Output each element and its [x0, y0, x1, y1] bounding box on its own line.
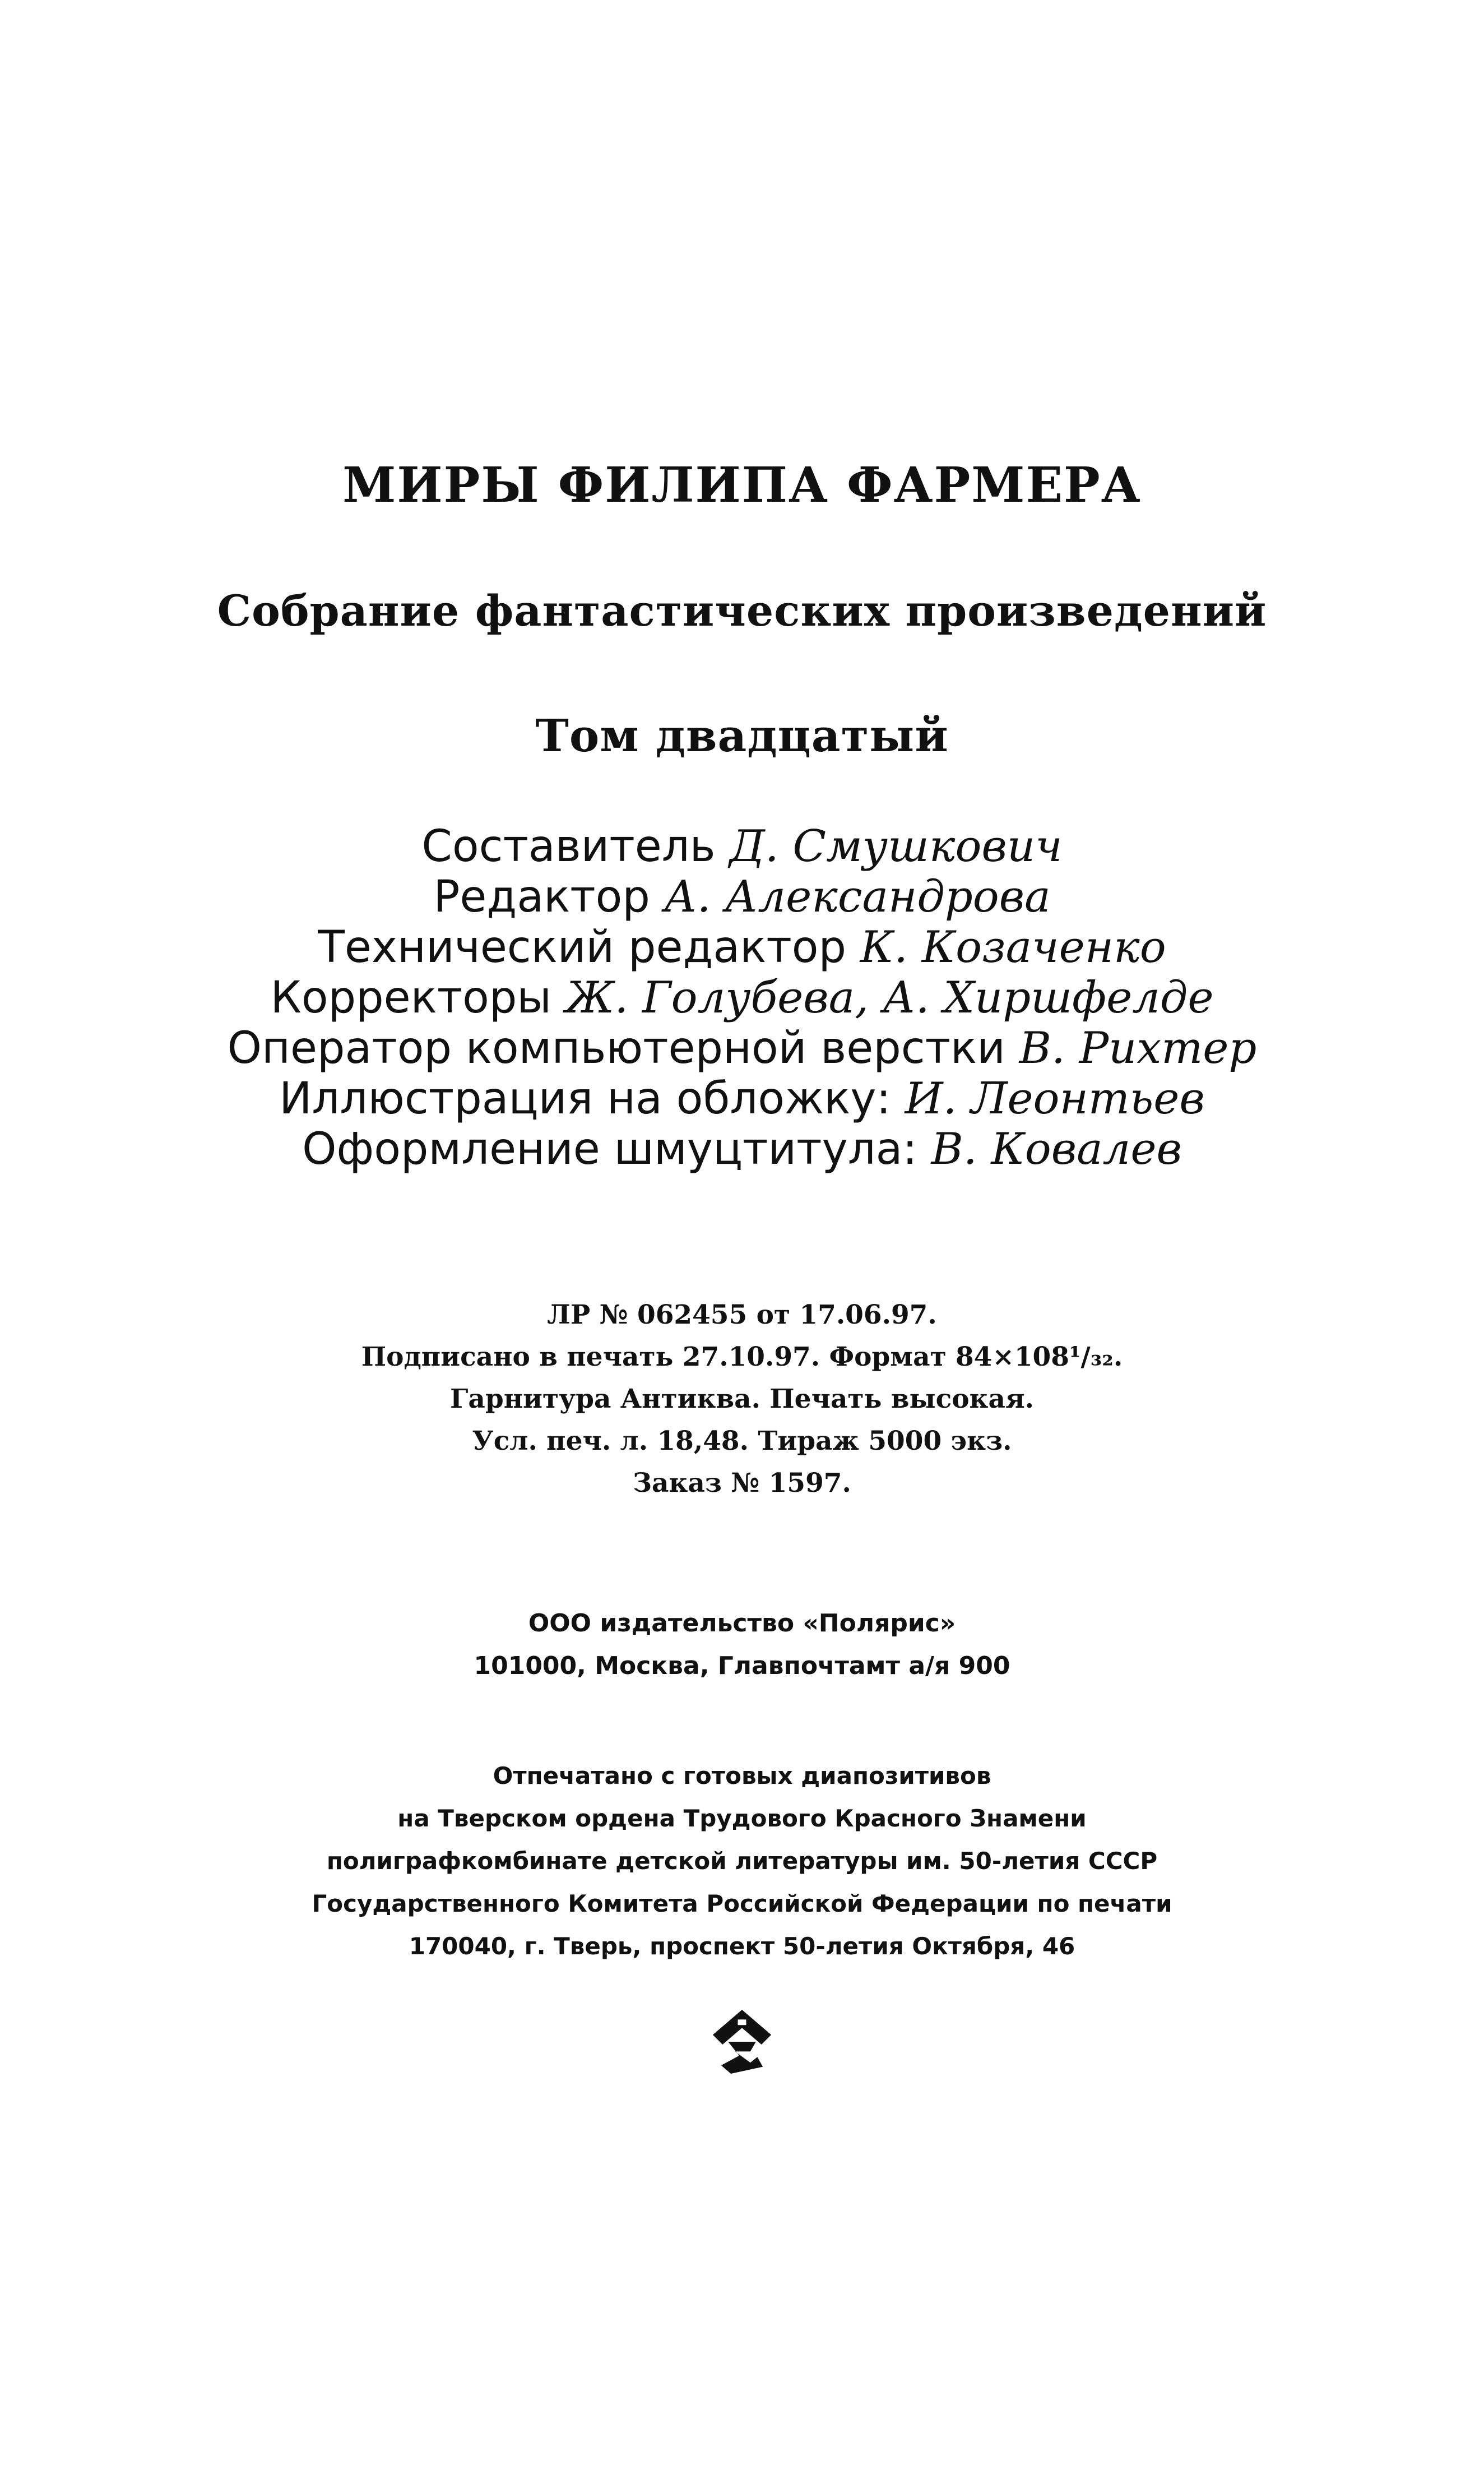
printer-line: на Тверском ордена Трудового Красного Знамени — [397, 1805, 1087, 1832]
credit-role: Оформление шмуцтитула: — [302, 1124, 917, 1174]
typeface-line: Гарнитура Антиква. Печать высокая. — [449, 1384, 1035, 1414]
credit-name: Д. Смушкович — [729, 821, 1063, 872]
order-number-line: Заказ № 1597. — [633, 1468, 851, 1499]
volume-label: Том двадцатый — [535, 709, 949, 762]
credit-compiler — [0, 821, 1484, 872]
publisher-name: ООО издательство «Полярис» — [528, 1609, 956, 1638]
printer-line: полиграфкомбинате детской литературы им. 50-летия СССР — [326, 1847, 1158, 1875]
printer-info — [0, 1755, 1484, 1968]
publisher-info — [0, 1602, 1484, 1687]
credit-name: В. Ковалев — [931, 1124, 1182, 1174]
printer-logo-icon — [707, 2007, 777, 2076]
credit-role: Составитель — [421, 821, 716, 872]
credit-role: Оператор компьютерной верстки — [227, 1023, 1005, 1074]
credit-role: Технический редактор — [318, 922, 846, 973]
publisher-address: 101000, Москва, Главпочтамт а/я 900 — [474, 1652, 1010, 1680]
credit-role: Иллюстрация на обложку: — [279, 1074, 891, 1124]
credit-name: В. Рихтер — [1019, 1023, 1257, 1074]
book-subtitle: Собрание фантастических произведений — [217, 586, 1267, 636]
credit-role: Редактор — [433, 872, 650, 922]
credit-half-title-design — [0, 1124, 1484, 1174]
credit-name: А. Александрова — [664, 872, 1051, 922]
credit-name: И. Леонтьев — [905, 1074, 1205, 1124]
credit-proofreaders — [0, 973, 1484, 1023]
print-run-line: Усл. печ. л. 18,48. Тираж 5000 экз. — [472, 1426, 1012, 1456]
credit-technical-editor — [0, 922, 1484, 973]
printer-line: Отпечатано с готовых диапозитивов — [493, 1762, 991, 1789]
printer-line: Государственного Комитета Российской Федерации по печати — [312, 1890, 1172, 1917]
credit-name: К. Козаченко — [860, 922, 1166, 973]
printer-address: 170040, г. Тверь, проспект 50-летия Октября, 46 — [409, 1932, 1075, 1960]
credit-cover-illustration — [0, 1074, 1484, 1124]
credit-role: Корректоры — [270, 973, 551, 1023]
credits-list — [0, 821, 1484, 1174]
printing-details — [0, 1294, 1484, 1504]
credit-editor — [0, 872, 1484, 922]
book-series-title: МИРЫ ФИЛИПА ФАРМЕРА — [342, 457, 1142, 514]
credit-name: Ж. Голубева, А. Хиршфелде — [565, 973, 1214, 1023]
license-line: ЛР № 062455 от 17.06.97. — [547, 1299, 937, 1330]
signed-for-print-line: Подписано в печать 27.10.97. Формат 84×108¹/₃₂. — [361, 1342, 1123, 1372]
credit-layout-operator — [0, 1023, 1484, 1074]
